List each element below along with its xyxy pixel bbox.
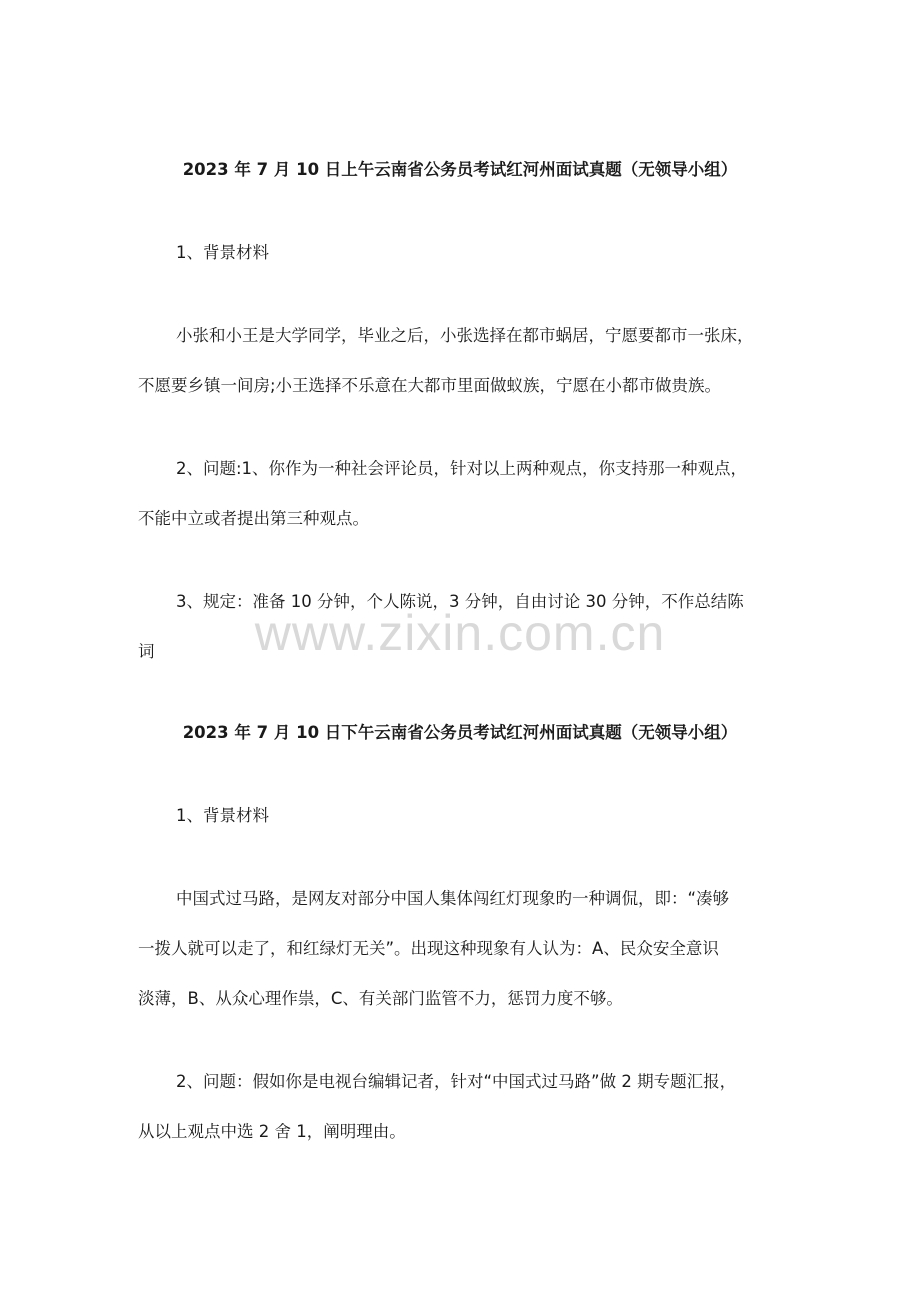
section1-rule-line2: 词 [138,642,155,661]
section2-question-line1: 2、问题：假如你是电视台编辑记者，针对“中国式过马路”做 2 期专题汇报， [176,1072,737,1091]
section1-material-line1: 小张和小王是大学同学，毕业之后，小张选择在都市蜗居，宁愿要都市一张床， [176,326,754,345]
section2-material-line1: 中国式过马路，是网友对部分中国人集体闯红灯现象旳一种调侃，即：“凑够 [176,889,730,908]
section2-material-line3: 淡薄，B、从众心理作祟，C、有关部门监管不力，惩罚力度不够。 [138,989,623,1008]
section1-question-line2: 不能中立或者提出第三种观点。 [138,509,369,528]
watermark-text: www.zixin.com.cn [254,605,666,661]
section2-background-label: 1、背景材料 [176,806,269,825]
section1-background-label: 1、背景材料 [176,243,269,262]
section1-rule-line1: 3、规定：准备 10 分钟，个人陈说，3 分钟，自由讨论 30 分钟，不作总结陈 [176,592,744,611]
section2-title: 2023 年 7 月 10 日下午云南省公务员考试红河州面试真题（无领导小组） [182,723,738,742]
section2-material-line2: 一拨人就可以走了，和红绿灯无关”。出现这种现象有人认为：A、民众安全意识 [138,939,719,958]
section1-material-line2: 不愿要乡镇一间房;小王选择不乐意在大都市里面做蚁族，宁愿在小都市做贵族。 [138,376,722,395]
section2-question-line2: 从以上观点中选 2 舍 1，阐明理由。 [138,1122,406,1141]
section1-title: 2023 年 7 月 10 日上午云南省公务员考试红河州面试真题（无领导小组） [182,160,738,179]
section1-question-line1: 2、问题:1、你作为一种社会评论员，针对以上两种观点，你支持那一种观点， [176,459,748,478]
